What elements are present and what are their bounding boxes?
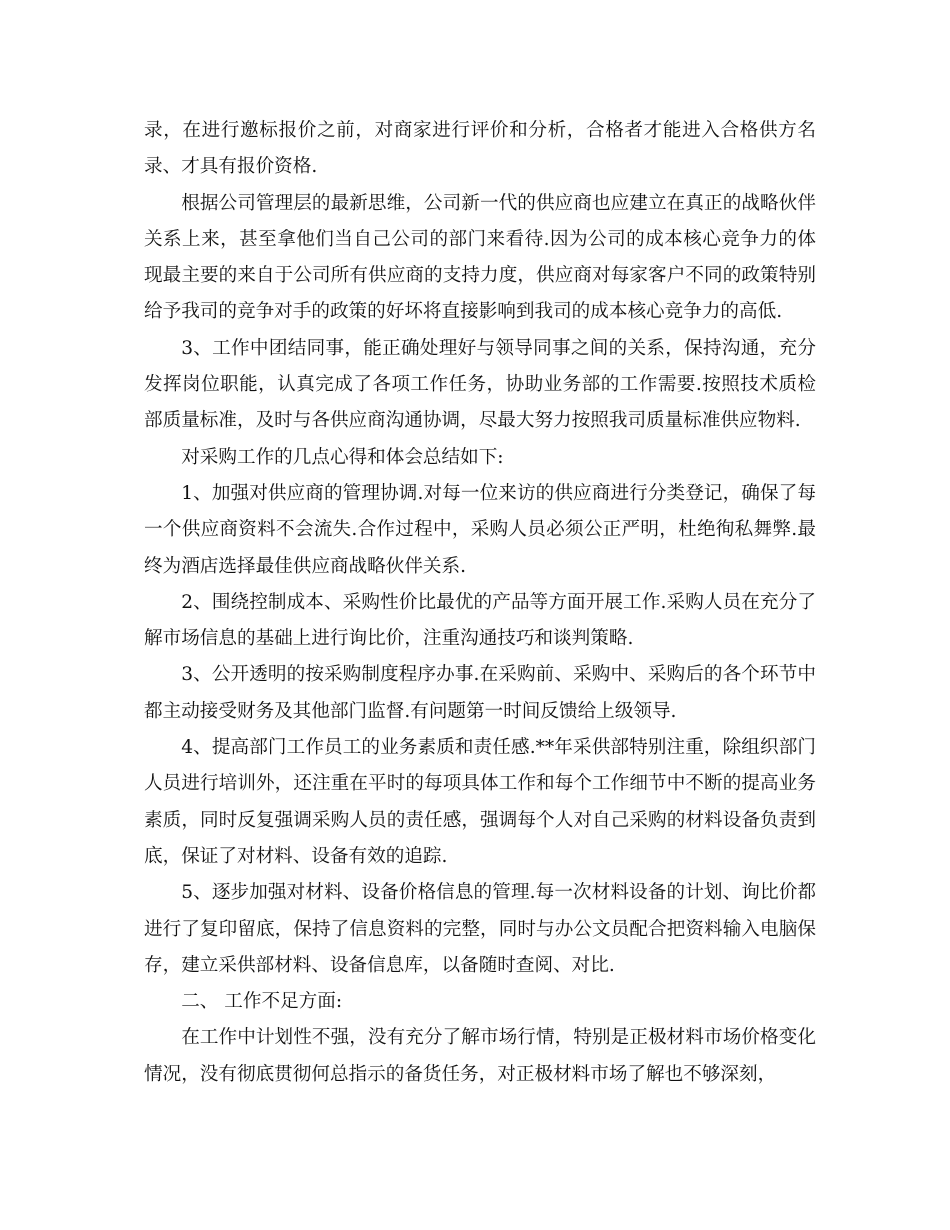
paragraph: 根据公司管理层的最新思维，公司新一代的供应商也应建立在真正的战略伙伴关系上来，甚至拿他们当自己公司的部门来看待.因为公司的成本核心竞争力的体现最主要的来自于公司所有供应商的支持力度，供应商对每家客户不同的政策特别给予我司的竞争对手的政策的好坏将直接影响到我司的成本核心竞争力的高低.	[144, 192, 816, 323]
document-body	[144, 113, 816, 1093]
paragraph: 1、加强对供应商的管理协调.对每一位来访的供应商进行分类登记，确保了每一个供应商资料不会流失.合作过程中，采购人员必须公正严明，杜绝徇私舞弊.最终为酒店选择最佳供应商战略伙伴关系.	[144, 482, 816, 577]
paragraph: 在工作中计划性不强，没有充分了解市场行情，特别是正极材料市场价格变化情况，没有彻底贯彻何总指示的备货任务，对正极材料市场了解也不够深刻，	[144, 1027, 816, 1085]
section-heading: 二、 工作不足方面:	[181, 991, 343, 1013]
paragraph: 3、公开透明的按采购制度程序办事.在采购前、采购中、采购后的各个环节中都主动接受财务及其他部门监督.有问题第一时间反馈给上级领导.	[144, 664, 816, 722]
paragraph: 对采购工作的几点心得和体会总结如下:	[181, 446, 504, 468]
paragraph: 5、逐步加强对材料、设备价格信息的管理.每一次材料设备的计划、询比价都进行了复印留底，保持了信息资料的完整，同时与办公文员配合把资料输入电脑保存，建立采供部材料、设备信息库，以备随时查阅、对比.	[144, 882, 816, 976]
paragraph: 4、提高部门工作员工的业务素质和责任感.**年采供部特别注重，除组织部门人员进行培训外，还注重在平时的每项具体工作和每个工作细节中不断的提高业务素质，同时反复强调采购人员的责任感，强调每个人对自己采购的材料设备负责到底，保证了对材料、设备有效的追踪.	[144, 737, 816, 867]
paragraph: 3、工作中团结同事，能正确处理好与领导同事之间的关系，保持沟通，充分发挥岗位职能，认真完成了各项工作任务，协助业务部的工作需要.按照技术质检部质量标准，及时与各供应商沟通协调，尽最大努力按照我司质量标准供应物料.	[144, 337, 816, 432]
paragraph: 2、围绕控制成本、采购性价比最优的产品等方面开展工作.采购人员在充分了解市场信息的基础上进行询比价，注重沟通技巧和谈判策略.	[144, 591, 816, 650]
paragraph: 录，在进行邀标报价之前，对商家进行评价和分析，合格者才能进入合格供方名录、才具有报价资格.	[144, 120, 816, 178]
